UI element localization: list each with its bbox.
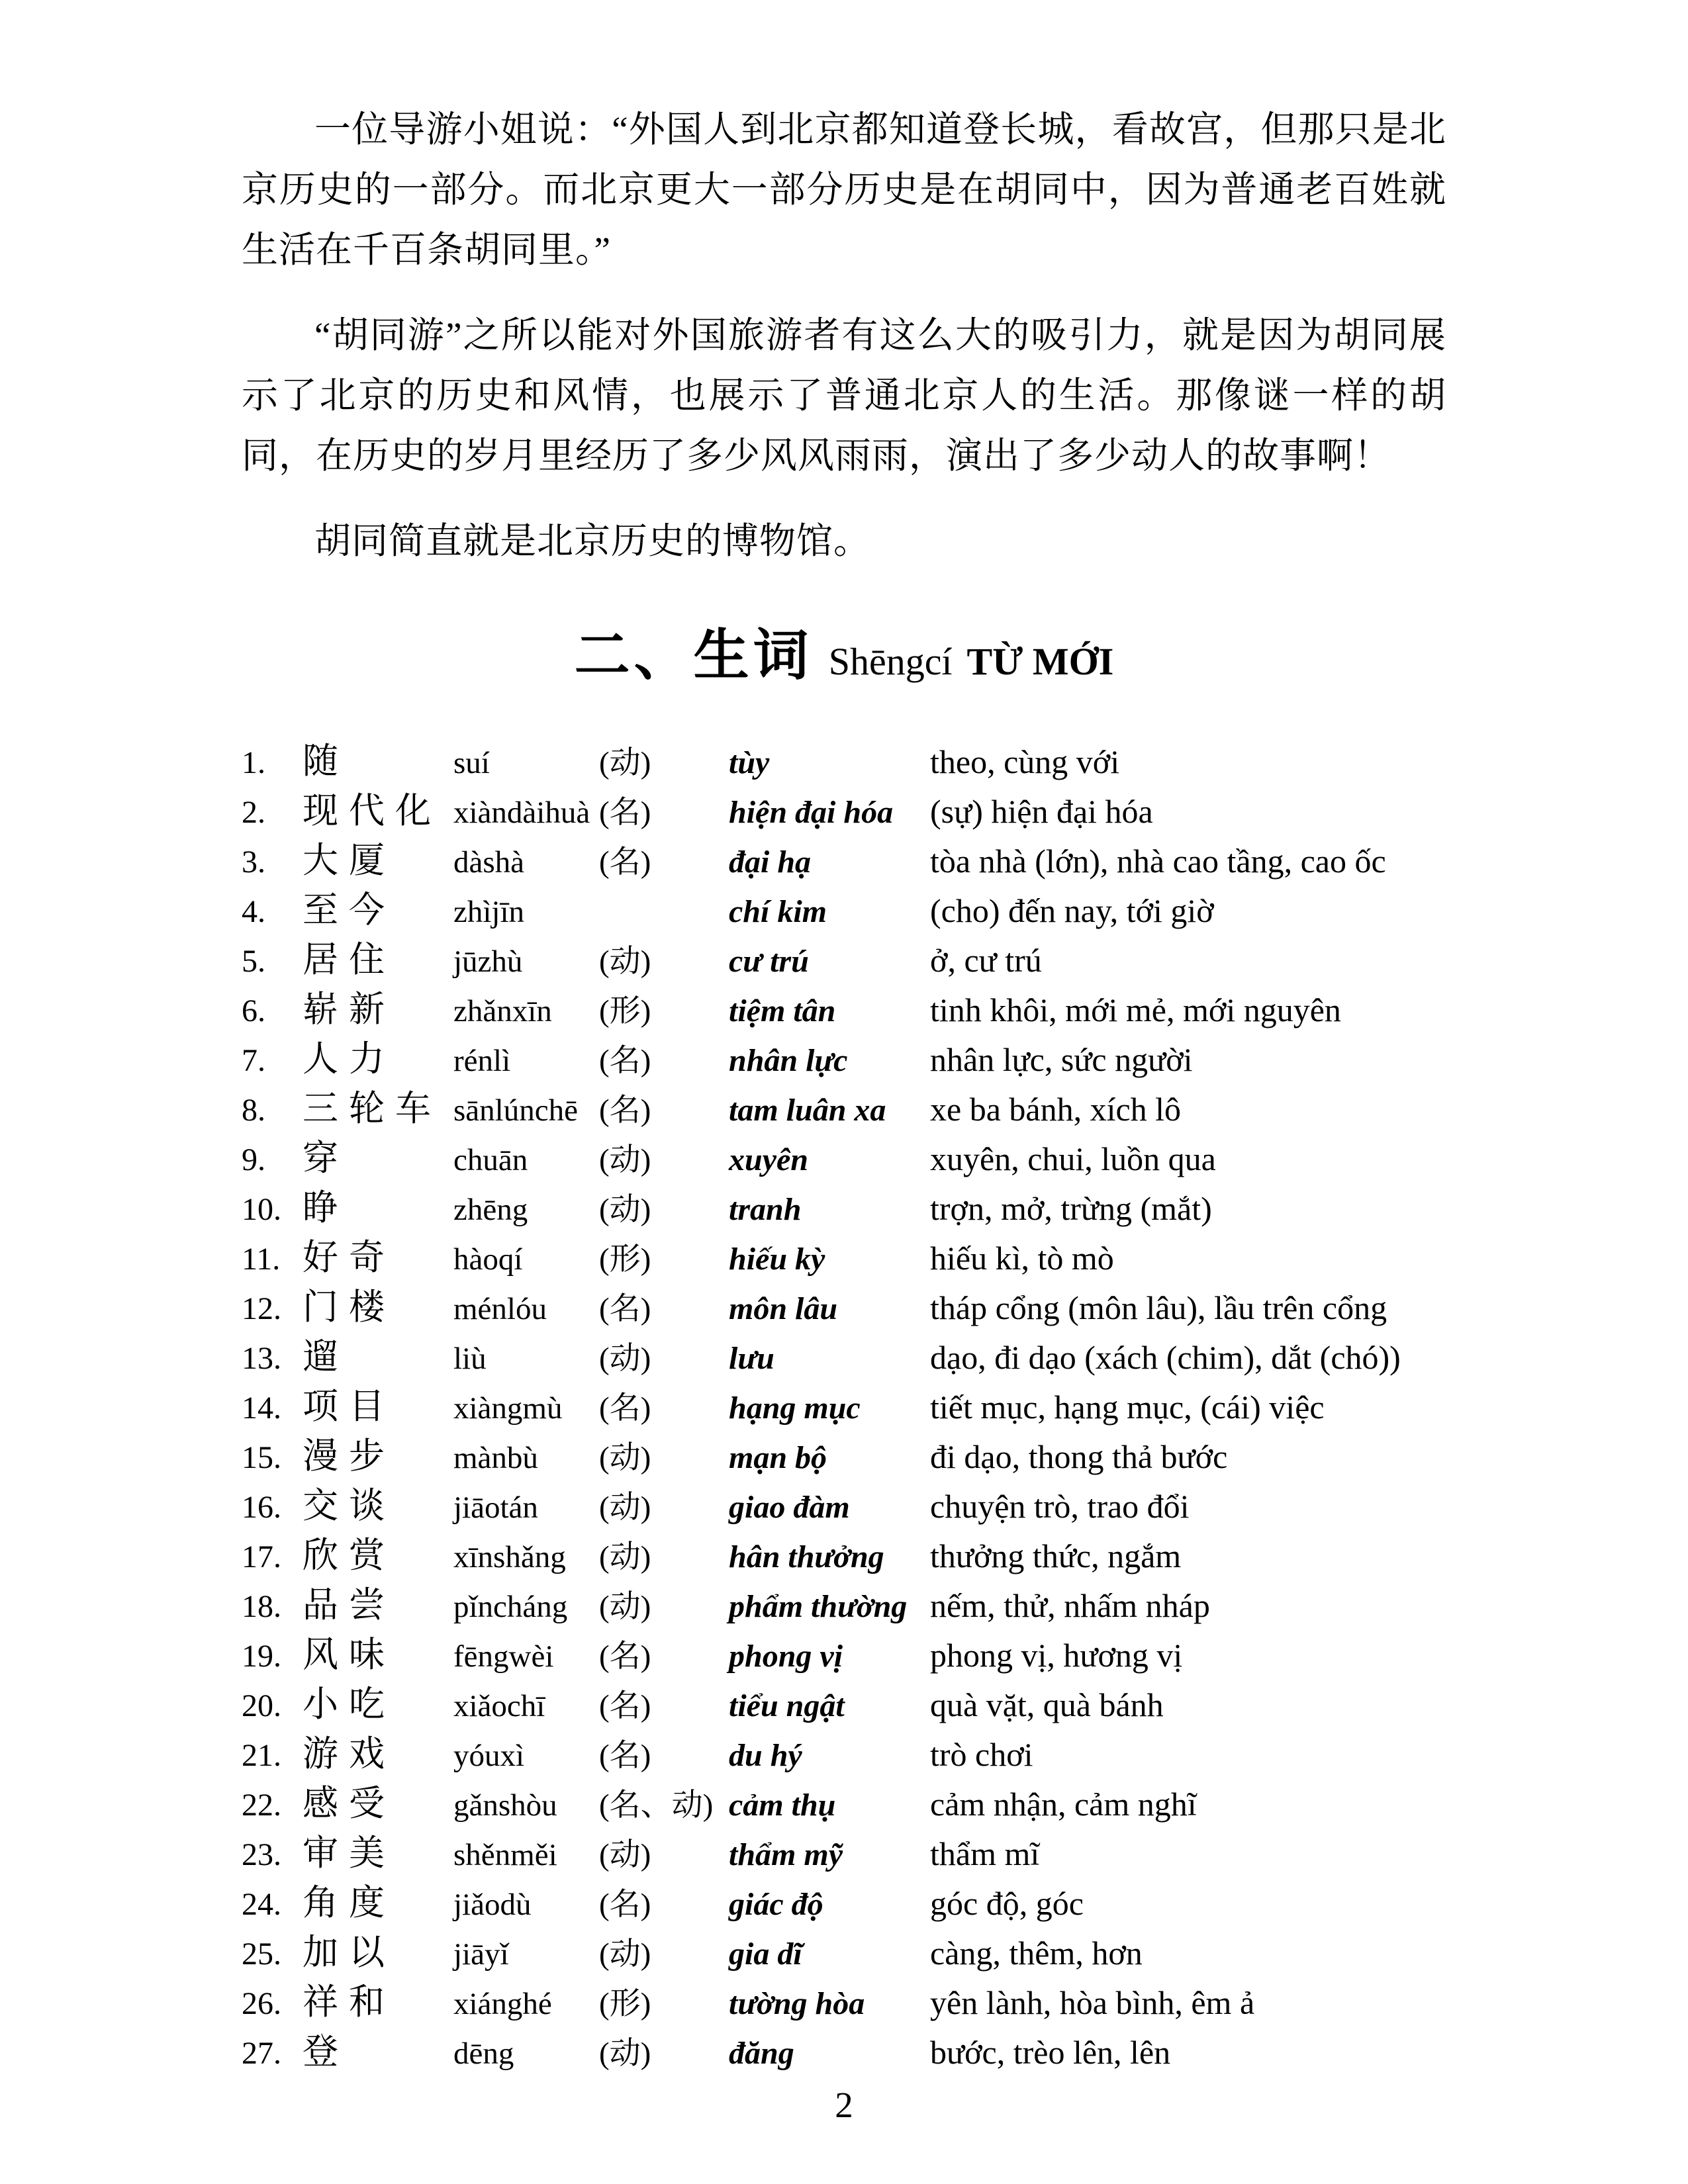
vocab-part-of-speech: (名) [599, 1739, 651, 1773]
vocab-vietnamese-meaning: quà vặt, quà bánh [930, 1686, 1164, 1723]
vocab-vietnamese-meaning: hiếu kì, tò mò [930, 1240, 1114, 1277]
vocab-pinyin: zhēng [453, 1193, 528, 1227]
vocab-pinyin: rénlì [453, 1044, 511, 1078]
vocab-part-of-speech: (名、动) [599, 1788, 714, 1823]
vocab-sino-vietnamese: du hý [729, 1738, 802, 1773]
vocab-vietnamese-meaning: nếm, thử, nhấm nháp [930, 1587, 1210, 1624]
vocab-part-of-speech: (形) [599, 994, 651, 1028]
vocab-pinyin: yóuxì [453, 1739, 525, 1773]
vocab-sino-vietnamese: hân thưởng [729, 1539, 884, 1574]
vocab-sino-vietnamese: hiện đại hóa [729, 795, 894, 830]
page-number: 2 [835, 2085, 853, 2125]
vocab-pinyin: xiǎochī [453, 1689, 545, 1723]
vocab-entry-number: 24. [242, 1887, 281, 1922]
vocab-pinyin: zhǎnxīn [453, 994, 552, 1028]
vocab-pinyin: fēngwèi [453, 1639, 554, 1674]
vocab-pinyin: chuān [453, 1143, 528, 1177]
vocab-pinyin: hàoqí [453, 1242, 523, 1277]
vocab-chinese-word: 至今 [303, 890, 395, 930]
vocab-row [242, 1234, 1446, 1283]
vocab-sino-vietnamese: chí kim [729, 894, 827, 929]
vocab-chinese-word: 人力 [303, 1039, 395, 1079]
vocab-part-of-speech: (名) [599, 1093, 651, 1128]
vocab-vietnamese-meaning: thẩm mĩ [930, 1835, 1040, 1872]
vocab-chinese-word: 三轮车 [303, 1089, 442, 1128]
vocab-entry-number: 11. [242, 1242, 281, 1277]
vocab-entry-number: 1. [242, 745, 265, 780]
vocab-pinyin: jiāotán [453, 1490, 538, 1525]
vocab-part-of-speech: (名) [599, 796, 651, 830]
vocab-chinese-word: 现代化 [303, 791, 442, 831]
vocab-vietnamese-meaning: (cho) đến nay, tới giờ [930, 892, 1214, 929]
vocab-row [242, 936, 1446, 985]
vocab-part-of-speech: (动) [599, 1441, 651, 1475]
vocab-row [242, 1581, 1446, 1631]
vocab-sino-vietnamese: cư trú [729, 944, 809, 979]
vocab-sino-vietnamese: thẩm mỹ [729, 1837, 843, 1872]
vocab-part-of-speech: (名) [599, 1044, 651, 1078]
vocab-row [242, 1730, 1446, 1780]
vocab-vietnamese-meaning: đi dạo, thong thả bước [930, 1438, 1228, 1475]
vocab-chinese-word: 审美 [303, 1833, 395, 1873]
section-heading [242, 611, 1446, 691]
vocab-sino-vietnamese: mạn bộ [729, 1440, 827, 1475]
vocab-chinese-word: 崭新 [303, 989, 395, 1029]
vocab-part-of-speech: (动) [599, 1937, 651, 1972]
vocab-vietnamese-meaning: góc độ, góc [930, 1885, 1084, 1922]
vocab-chinese-word: 项目 [303, 1387, 395, 1426]
vocab-sino-vietnamese: tùy [729, 745, 770, 780]
paragraph-hutong-tour: “胡同游”之所以能对外国旅游者有这么大的吸引力，就是因为胡同展示了北京的历史和风情，也展示了普通北京人的生活。那像谜一样的胡同，在历史的岁月里经历了多少风风雨雨，演出了多少动人的故事啊！ [242, 315, 1446, 476]
vocab-row [242, 886, 1446, 936]
vocab-vietnamese-meaning: trợn, mở, trừng (mắt) [930, 1190, 1212, 1227]
vocab-list [242, 737, 1446, 2077]
vocab-part-of-speech: (动) [599, 1590, 651, 1624]
vocab-pinyin: jiāyǐ [453, 1937, 509, 1972]
vocab-sino-vietnamese: tường hòa [729, 1986, 865, 2021]
vocab-entry-number: 3. [242, 844, 265, 880]
vocab-entry-number: 10. [242, 1192, 281, 1227]
vocab-sino-vietnamese: cảm thụ [729, 1788, 836, 1823]
vocab-part-of-speech: (动) [599, 1193, 651, 1227]
vocab-pinyin: zhìjīn [453, 895, 525, 929]
vocab-chinese-word: 小吃 [303, 1684, 395, 1724]
vocab-vietnamese-meaning: tháp cổng (môn lâu), lầu trên cổng [930, 1289, 1387, 1326]
vocab-part-of-speech: (名) [599, 845, 651, 880]
vocab-row [242, 1333, 1446, 1383]
vocab-row [242, 1879, 1446, 1929]
vocab-part-of-speech: (动) [599, 2036, 651, 2071]
section-heading-chinese: 二、生词 [574, 625, 813, 687]
vocab-vietnamese-meaning: phong vị, hương vị [930, 1637, 1183, 1674]
vocab-chinese-word: 欣赏 [303, 1535, 395, 1575]
vocab-chinese-word: 睁 [303, 1188, 349, 1228]
vocab-chinese-word: 感受 [303, 1784, 395, 1823]
vocab-row [242, 1432, 1446, 1482]
vocab-pinyin: dàshà [453, 845, 525, 880]
vocab-vietnamese-meaning: xe ba bánh, xích lô [930, 1091, 1182, 1128]
vocab-vietnamese-meaning: tòa nhà (lớn), nhà cao tầng, cao ốc [930, 842, 1386, 880]
vocab-entry-number: 22. [242, 1788, 281, 1823]
vocab-row [242, 1780, 1446, 1829]
vocab-chinese-word: 加以 [303, 1933, 395, 1972]
vocab-part-of-speech: (名) [599, 1292, 651, 1326]
vocab-sino-vietnamese: lưu [729, 1341, 774, 1376]
vocab-pinyin: mànbù [453, 1441, 538, 1475]
vocab-sino-vietnamese: gia dĩ [729, 1936, 802, 1972]
vocab-chinese-word: 穿 [303, 1138, 349, 1178]
vocab-entry-number: 20. [242, 1688, 281, 1723]
vocab-sino-vietnamese: giao đàm [729, 1490, 850, 1525]
vocab-part-of-speech: (动) [599, 1540, 651, 1574]
vocab-vietnamese-meaning: xuyên, chui, luồn qua [930, 1140, 1216, 1177]
vocab-sino-vietnamese: hiếu kỳ [729, 1242, 825, 1277]
vocab-sino-vietnamese: tiểu ngật [729, 1688, 845, 1723]
vocab-entry-number: 26. [242, 1986, 281, 2021]
vocab-row [242, 1680, 1446, 1730]
vocab-vietnamese-meaning: yên lành, hòa bình, êm ả [930, 1984, 1255, 2021]
vocab-vietnamese-meaning: tinh khôi, mới mẻ, mới nguyên [930, 991, 1341, 1028]
vocab-row [242, 737, 1446, 787]
vocab-chinese-word: 风味 [303, 1635, 395, 1674]
vocab-sino-vietnamese: xuyên [729, 1142, 808, 1177]
vocab-entry-number: 25. [242, 1936, 281, 1972]
vocab-sino-vietnamese: tiệm tân [729, 993, 836, 1028]
vocab-entry-number: 13. [242, 1341, 281, 1376]
vocab-vietnamese-meaning: cảm nhận, cảm nghĩ [930, 1786, 1197, 1823]
vocab-sino-vietnamese: tranh [729, 1192, 802, 1227]
vocab-vietnamese-meaning: tiết mục, hạng mục, (cái) việc [930, 1388, 1325, 1426]
vocab-chinese-word: 品尝 [303, 1585, 395, 1625]
vocab-part-of-speech: (动) [599, 746, 651, 780]
vocab-part-of-speech: (动) [599, 944, 651, 979]
vocab-pinyin: suí [453, 746, 490, 780]
vocab-entry-number: 19. [242, 1639, 281, 1674]
vocab-pinyin: xiánghé [453, 1987, 552, 2021]
vocab-vietnamese-meaning: theo, cùng với [930, 743, 1120, 780]
vocab-entry-number: 21. [242, 1738, 281, 1773]
vocab-chinese-word: 好奇 [303, 1238, 395, 1277]
vocab-part-of-speech: (动) [599, 1143, 651, 1177]
vocab-row [242, 1383, 1446, 1432]
vocab-entry-number: 18. [242, 1589, 281, 1624]
vocab-vietnamese-meaning: ở, cư trú [930, 942, 1042, 979]
section-heading-pinyin: Shēngcí [828, 640, 953, 683]
vocab-part-of-speech: (动) [599, 1342, 651, 1376]
vocab-row [242, 1482, 1446, 1531]
vocab-sino-vietnamese: đăng [729, 2036, 794, 2071]
vocab-part-of-speech: (名) [599, 1689, 651, 1723]
vocab-sino-vietnamese: giác độ [729, 1887, 823, 1922]
vocab-pinyin: jiǎodù [453, 1888, 532, 1922]
vocab-entry-number: 6. [242, 993, 265, 1028]
paragraph-museum: 胡同简直就是北京历史的博物馆。 [314, 521, 871, 561]
vocab-vietnamese-meaning: trò chơi [930, 1736, 1033, 1773]
vocab-entry-number: 27. [242, 2036, 281, 2071]
vocab-pinyin: ménlóu [453, 1292, 547, 1326]
vocab-sino-vietnamese: hạng mục [729, 1390, 861, 1426]
vocab-pinyin: xīnshǎng [453, 1540, 566, 1574]
vocab-row [242, 837, 1446, 886]
vocab-part-of-speech: (动) [599, 1490, 651, 1525]
vocab-vietnamese-meaning: nhân lực, sức người [930, 1041, 1193, 1078]
vocab-pinyin: dēng [453, 2036, 514, 2071]
vocab-part-of-speech: (形) [599, 1242, 651, 1277]
vocab-entry-number: 2. [242, 795, 265, 830]
vocab-entry-number: 5. [242, 944, 265, 979]
vocab-part-of-speech: (形) [599, 1987, 651, 2021]
vocab-vietnamese-meaning: bước, trèo lên, lên [930, 2034, 1171, 2071]
vocab-part-of-speech: (名) [599, 1888, 651, 1922]
vocab-pinyin: liù [453, 1342, 487, 1376]
vocab-vietnamese-meaning: (sự) hiện đại hóa [930, 793, 1153, 830]
vocab-pinyin: xiàngmù [453, 1391, 563, 1426]
vocab-chinese-word: 祥和 [303, 1982, 395, 2022]
vocab-row [242, 1134, 1446, 1184]
vocab-chinese-word: 登 [303, 2032, 349, 2071]
vocab-row [242, 1283, 1446, 1333]
vocab-sino-vietnamese: nhân lực [729, 1043, 848, 1078]
vocab-sino-vietnamese: đại hạ [729, 844, 812, 880]
vocab-part-of-speech: (名) [599, 1391, 651, 1426]
vocab-vietnamese-meaning: dạo, đi dạo (xách (chim), dắt (chó)) [930, 1339, 1401, 1376]
paragraph-guide-quote: 一位导游小姐说：“外国人到北京都知道登长城，看故宫，但那只是北京历史的一部分。而北京更大一部分历史是在胡同中，因为普通老百姓就生活在千百条胡同里。” [242, 109, 1446, 270]
vocab-pinyin: shěnměi [453, 1838, 557, 1872]
vocab-entry-number: 7. [242, 1043, 265, 1078]
vocab-row [242, 1035, 1446, 1085]
vocab-chinese-word: 居住 [303, 940, 395, 979]
vocab-row [242, 985, 1446, 1035]
vocab-row [242, 1631, 1446, 1680]
section-heading-vietnamese: TỪ MỚI [966, 640, 1114, 683]
vocab-chinese-word: 交谈 [303, 1486, 395, 1525]
vocab-chinese-word: 遛 [303, 1337, 349, 1377]
vocab-row [242, 1929, 1446, 1978]
vocab-vietnamese-meaning: thưởng thức, ngắm [930, 1537, 1182, 1574]
vocab-chinese-word: 漫步 [303, 1436, 395, 1476]
vocab-entry-number: 8. [242, 1093, 265, 1128]
vocab-sino-vietnamese: tam luân xa [729, 1093, 886, 1128]
vocab-chinese-word: 大厦 [303, 841, 395, 880]
vocab-chinese-word: 角度 [303, 1883, 395, 1923]
vocab-entry-number: 4. [242, 894, 265, 929]
vocab-part-of-speech: (动) [599, 1838, 651, 1872]
vocab-entry-number: 12. [242, 1291, 281, 1326]
vocab-entry-number: 15. [242, 1440, 281, 1475]
vocab-vietnamese-meaning: càng, thêm, hơn [930, 1934, 1143, 1972]
vocab-chinese-word: 门楼 [303, 1287, 395, 1327]
vocab-vietnamese-meaning: chuyện trò, trao đổi [930, 1488, 1190, 1525]
vocab-row [242, 1978, 1446, 2028]
vocab-row [242, 1829, 1446, 1879]
vocab-row [242, 2028, 1446, 2077]
vocab-part-of-speech: (名) [599, 1639, 651, 1674]
vocab-entry-number: 23. [242, 1837, 281, 1872]
vocab-entry-number: 16. [242, 1490, 281, 1525]
vocab-row [242, 1531, 1446, 1581]
vocab-entry-number: 14. [242, 1390, 281, 1426]
vocab-sino-vietnamese: phẩm thường [729, 1589, 908, 1624]
vocab-pinyin: jūzhù [453, 944, 523, 979]
vocab-entry-number: 9. [242, 1142, 265, 1177]
vocab-entry-number: 17. [242, 1539, 281, 1574]
vocab-sino-vietnamese: môn lâu [729, 1291, 838, 1326]
vocab-pinyin: xiàndàihuà [453, 796, 590, 830]
vocab-pinyin: gǎnshòu [453, 1788, 557, 1823]
vocab-chinese-word: 游戏 [303, 1734, 395, 1774]
vocab-chinese-word: 随 [303, 741, 349, 781]
vocab-row [242, 787, 1446, 837]
vocab-row [242, 1184, 1446, 1234]
vocab-pinyin: pǐncháng [453, 1590, 568, 1624]
vocab-sino-vietnamese: phong vị [729, 1639, 843, 1674]
vocab-pinyin: sānlúnchē [453, 1093, 578, 1128]
vocab-row [242, 1085, 1446, 1134]
